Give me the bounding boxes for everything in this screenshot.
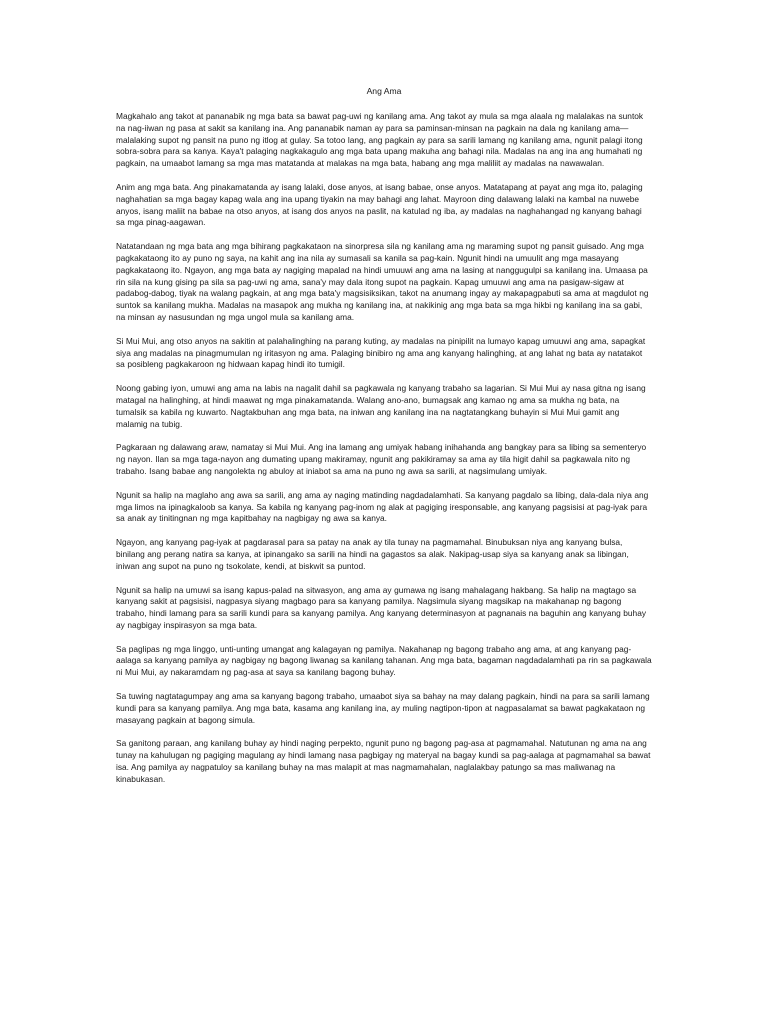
paragraph-1: Magkahalo ang takot at pananabik ng mga bata sa bawat pag-uwi ng kanilang ama. Ang takot ay mula sa mga alaala ng malalakas na suntok na nag-iiwan ng pasa at sakit sa kanilang ina. Ang pananabik naman ay para sa paminsan-minsan na pagkain na dala ng kanilang ama—malalaking supot ng pansit na puno ng itlog at gulay. Sa totoo lang, ang pagkain ay para sa sarili lamang ng kanilang ama, ngunit palagi itong sobra-sobra para sa kanya. Kaya't palaging nagkakagulo ang mga bata upang makuha ang bahagi nila. Madalas na ang ina ang humahati ng pagkain, na umaabot lamang sa mga mas matatanda at malakas na mga bata, habang ang mga maliliit ay madalas na nawawalan. xyxy=(116,111,644,169)
paragraph-10: Sa paglipas ng mga linggo, unti-unting umangat ang kalagayan ng pamilya. Nakahanap ng bagong trabaho ang ama, at ang kanyang pag-aalaga sa kanyang pamilya ay nagbigay ng bagong liwanag sa kanilang tahanan. Ang mga bata, bagaman nagdadalamhati pa rin sa pagkawala ni Mui Mui, ay nakaramdam ng pag-asa at saya sa kanilang bagong buhay. xyxy=(116,643,652,678)
paragraph-6: Pagkaraan ng dalawang araw, namatay si Mui Mui. Ang ina lamang ang umiyak habang inihahanda ang bangkay para sa libing sa sementeryo ng nayon. Ilan sa mga taga-nayon ang dumating upang makiramay, ngunit ang pakikiramay sa ama ay tila higit dahil sa pagkawala nito ng trabaho. Isang babae ang nangolekta ng abuloy at iniabot sa ama na puno ng awa sa sarili, at nagsimulang umiyak. xyxy=(116,442,647,476)
paragraph-12: Sa ganitong paraan, ang kanilang buhay ay hindi naging perpekto, ngunit puno ng bagong pag-asa at pagmamahal. Natutunan ng ama na ang tunay na kahulugan ng pagiging magulang ay hindi lamang nasa pagbigay ng materyal na bagay kundi sa pag-aalaga at pagmamahal sa bawat isa. Ang pamilya ay nagpatuloy sa kanilang buhay na mas malapit at mas nagmamahalan, naglalakbay patungo sa mas maliwanag na kinabukasan. xyxy=(116,738,651,784)
paragraph-9: Ngunit sa halip na umuwi sa isang kapus-palad na sitwasyon, ang ama ay gumawa ng isang mahalagang hakbang. Sa halip na magtago sa kanyang sakit at pagsisisi, nagpasya siyang magbago para sa kanyang pamilya. Nagsimula siyang magsikap na makahanap ng bagong trabaho, hindi lamang para sa sarili kundi para sa kanyang pamilya. Ang kanyang determinasyon at pagnanais na baguhin ang kanyang buhay ay nagbigay inspirasyon sa mga bata. xyxy=(116,584,647,630)
paragraph-7: Ngunit sa halip na maglaho ang awa sa sarili, ang ama ay naging matinding nagdadalamhati. Sa kanyang pagdalo sa libing, dala-dala niya ang mga limos na ipinagkaloob sa kanya. Sa kabila ng kanyang pag-inom ng alak at pagiging iresponsable, ang kanyang pagsisisi at pag-iyak para sa anak ay tinitingnan ng mga kapitbahay na nagbigay ng awa sa kanya. xyxy=(116,489,649,524)
paragraph-5: Noong gabing iyon, umuwi ang ama na labis na nagalit dahil sa pagkawala ng kanyang trabaho sa lagarian. Si Mui Mui ay nasa gitna ng isang matagal na halinghing, at hindi maawat ng mga pinakamatanda. Walang ano-ano, bumagsak ang kamao ng ama sa mukha ng bata, na tumalsik sa kabila ng kuwarto. Nagtakbuhan ang mga bata, na iniwan ang kanilang ina na nagtatangkang buhayin si Mui Mui gamit ang malamig na tubig. xyxy=(116,383,646,429)
paragraph-2: Anim ang mga bata. Ang pinakamatanda ay isang lalaki, dose anyos, at isang babae, onse anyos. Matatapang at payat ang mga ito, palaging naghahatian sa mga bagay kapag wala ang ina upang tiyakin na may bahagi ang lahat. Mayroon ding dalawang lalaki na kambal na nuwebe anyos, isang maliit na babae na otso anyos, at isang dos anyos na paslit, na katulad ng iba, ay madalas na naghahangad ng kanyang bahagi sa mga pinag-aagawan. xyxy=(116,181,643,228)
paragraph-8: Ngayon, ang kanyang pag-iyak at pagdarasal para sa patay na anak ay tila tunay na pagmamahal. Binubuksan niya ang kanyang bulsa, binilang ang perang natira sa kanya, at ipinangako sa sarili na hindi na gagastos sa alak. Nakipag-usap siya sa kanyang anak sa libingan, iniwan ang supot na puno ng tsokolate, kendi, at biskwit sa puntod. xyxy=(116,537,629,571)
document-title: Ang Ama xyxy=(366,86,402,96)
paragraph-4: Si Mui Mui, ang otso anyos na sakitin at palahalinghing na parang kuting, ay madalas na pinipilit na lumayo kapag umuuwi ang ama, sapagkat siya ang madalas na pinagmumulan ng iritasyon ng ama. Palaging binibiro ng ama ang kanyang halinghing, at ang lahat ng bata ay natatakot sa posibleng pagkakaroon ng hidwaan kapag hindi ito tumigil. xyxy=(116,335,646,370)
paragraph-3: Natatandaan ng mga bata ang mga bihirang pagkakataon na sinorpresa sila ng kanilang ama ng maraming supot ng pansit guisado. Ang mga pagkakataong ito ay puno ng saya, na kahit ang ina nila ay sumasali sa kanila sa pag-kain. Ngunit hindi na umuulit ang mga masayang pagkakataong ito. Ngayon, ang mga bata ay nagiging mapalad na hindi umuuwi ang ama na lasing at nanggugulpi sa kanilang ina. Umaasa pa rin sila na kung gising pa sila sa pag-uwi ng ama, sana'y may dala itong supot na pagkain. Kapag umuuwi ang ama na pasigaw-sigaw at padabog-dabog, tiyak na walang pagkain, at ang mga bata'y magsisiksikan, takot na anumang ingay ay makapagpabuti sa ama at magdulot ng suntok sa kanilang mukha. Madalas na masapok ang mukha ng kanilang ina, at nakikinig ang mga bata sa mga hikbi ng kanilang ina sa gabi, na minsan ay nasusundan ng mga ungol mula sa kanilang ama. xyxy=(116,241,649,322)
paragraph-11: Sa tuwing nagtatagumpay ang ama sa kanyang bagong trabaho, umaabot siya sa bahay na may dalang pagkain, hindi na para sa sarili lamang kundi para sa kanyang pamilya. Ang mga bata, kasama ang kanilang ina, ay muling nagtipon-tipon at nagpasalamat sa bawat pagkakataon ng masayang pagkain at bagong simula. xyxy=(116,691,650,725)
